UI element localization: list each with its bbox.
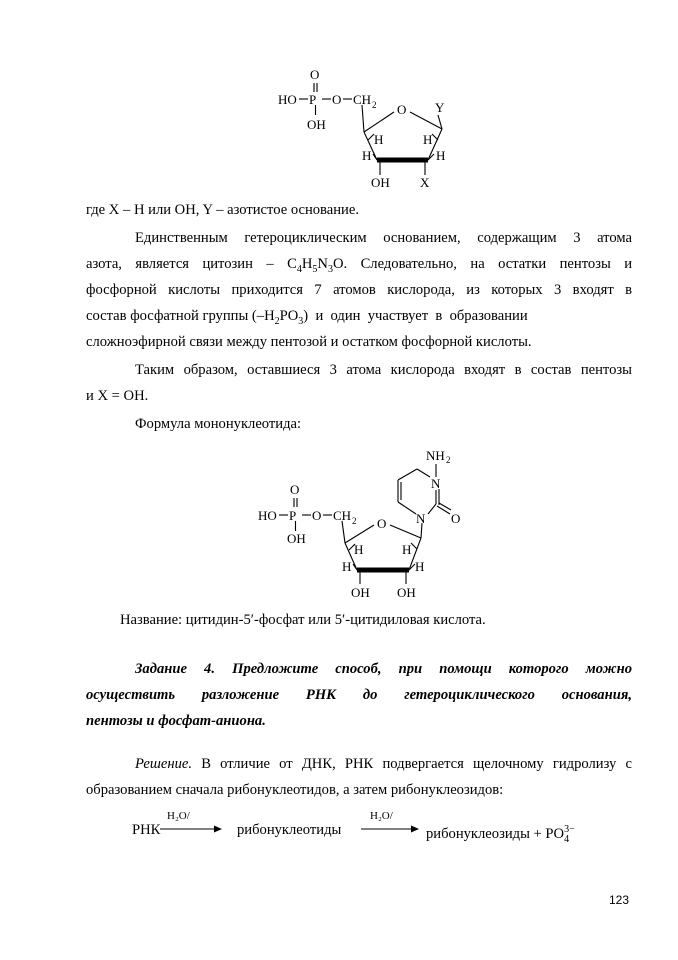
- struct1-label: OH: [307, 117, 326, 132]
- struct2-label: P: [289, 508, 297, 523]
- struct2-label: N: [431, 476, 441, 491]
- task-line3: пентозы и фосфат-аниона.: [86, 713, 266, 729]
- struct1-label: P: [309, 92, 317, 107]
- struct2-label: O: [377, 516, 387, 531]
- struct1-label: H: [374, 132, 384, 147]
- struct1-label: O: [310, 67, 320, 82]
- solution-line1: Решение. В отличие от ДНК, РНК подвергается щелочному гидролизу с: [135, 756, 632, 772]
- structure-1-pentose-phosphate: [270, 62, 470, 197]
- compound-name: Название: цитидин-5′-фосфат или 5′-цитидиловая кислота.: [120, 612, 486, 628]
- struct1-label: H: [423, 132, 433, 147]
- structure-2-cytidine-monophosphate: [250, 442, 500, 602]
- struct2-label: O: [451, 511, 461, 526]
- struct2-label: OH: [287, 531, 306, 546]
- solution-line2: образованием сначала рибонуклеотидов, а затем рибонуклеозидов:: [86, 782, 504, 798]
- struct2-label: OH: [351, 585, 370, 600]
- struct2-label: NH: [426, 448, 445, 463]
- reaction-arrow-1: [160, 824, 222, 834]
- scheme-end: рибонуклеозиды + $PO_4^{3-}$: [426, 824, 575, 845]
- scheme-mid: рибонуклеотиды: [237, 822, 342, 838]
- para1-line2: азота, является цитозин – $C_4H_5N_3O$. Следовательно, на остатки пентозы и: [86, 256, 633, 275]
- struct2-label: O: [290, 482, 300, 497]
- struct2-label: H: [415, 559, 425, 574]
- struct2-label: OH: [397, 585, 416, 600]
- task-line1: Задание 4. Предложите способ, при помощи которого можно: [135, 661, 632, 677]
- struct1-label: O: [397, 102, 407, 117]
- struct2-label: 2: [446, 455, 451, 465]
- para1-line1: Единственным гетероциклическим основанием, содержащим 3 атома: [135, 230, 632, 246]
- scheme-start: РНК: [132, 822, 161, 838]
- para1-line4: состав фосфатной группы $(-H_2PO_3)$ и один участвует в образовании: [86, 308, 528, 327]
- para2-line1: Таким образом, оставшиеся 3 атома кислорода входят в состав пентозы: [135, 362, 632, 378]
- scheme-arrow-2-label: H₂O/: [370, 810, 393, 822]
- struct1-label: O: [332, 92, 342, 107]
- struct1-label: H: [362, 148, 372, 163]
- struct1-label: HO: [278, 92, 297, 107]
- struct2-label: H: [402, 542, 412, 557]
- struct2-label: CH: [333, 508, 352, 523]
- struct1-label: 2: [372, 100, 377, 110]
- struct2-label: H: [354, 542, 364, 557]
- task-line2: осуществить разложение РНК до гетероциклического основания,: [86, 687, 632, 703]
- struct1-label: X: [420, 175, 430, 190]
- reaction-arrow-2: [361, 824, 419, 834]
- struct1-label: H: [436, 148, 446, 163]
- struct2-label: N: [416, 511, 426, 526]
- struct1-label: CH: [353, 92, 372, 107]
- struct1-label: OH: [371, 175, 390, 190]
- where-line: где X – H или OH, Y – азотистое основание.: [86, 202, 359, 218]
- struct2-label: 2: [352, 516, 357, 526]
- para1-line3: фосфорной кислоты приходится 7 атомов кислорода, из которых 3 входят в: [86, 282, 632, 298]
- page-number: 123: [609, 893, 630, 907]
- struct2-label: O: [312, 508, 322, 523]
- para2-line2: и X = OH.: [86, 388, 149, 404]
- struct2-label: HO: [258, 508, 277, 523]
- struct1-label: Y: [435, 100, 445, 115]
- para1-line5: сложноэфирной связи между пентозой и остатком фосфорной кислоты.: [86, 334, 532, 350]
- struct2-label: H: [342, 559, 352, 574]
- scheme-arrow-1-label: H₂O/: [167, 810, 190, 822]
- formula-intro: Формула мононуклеотида:: [135, 416, 302, 432]
